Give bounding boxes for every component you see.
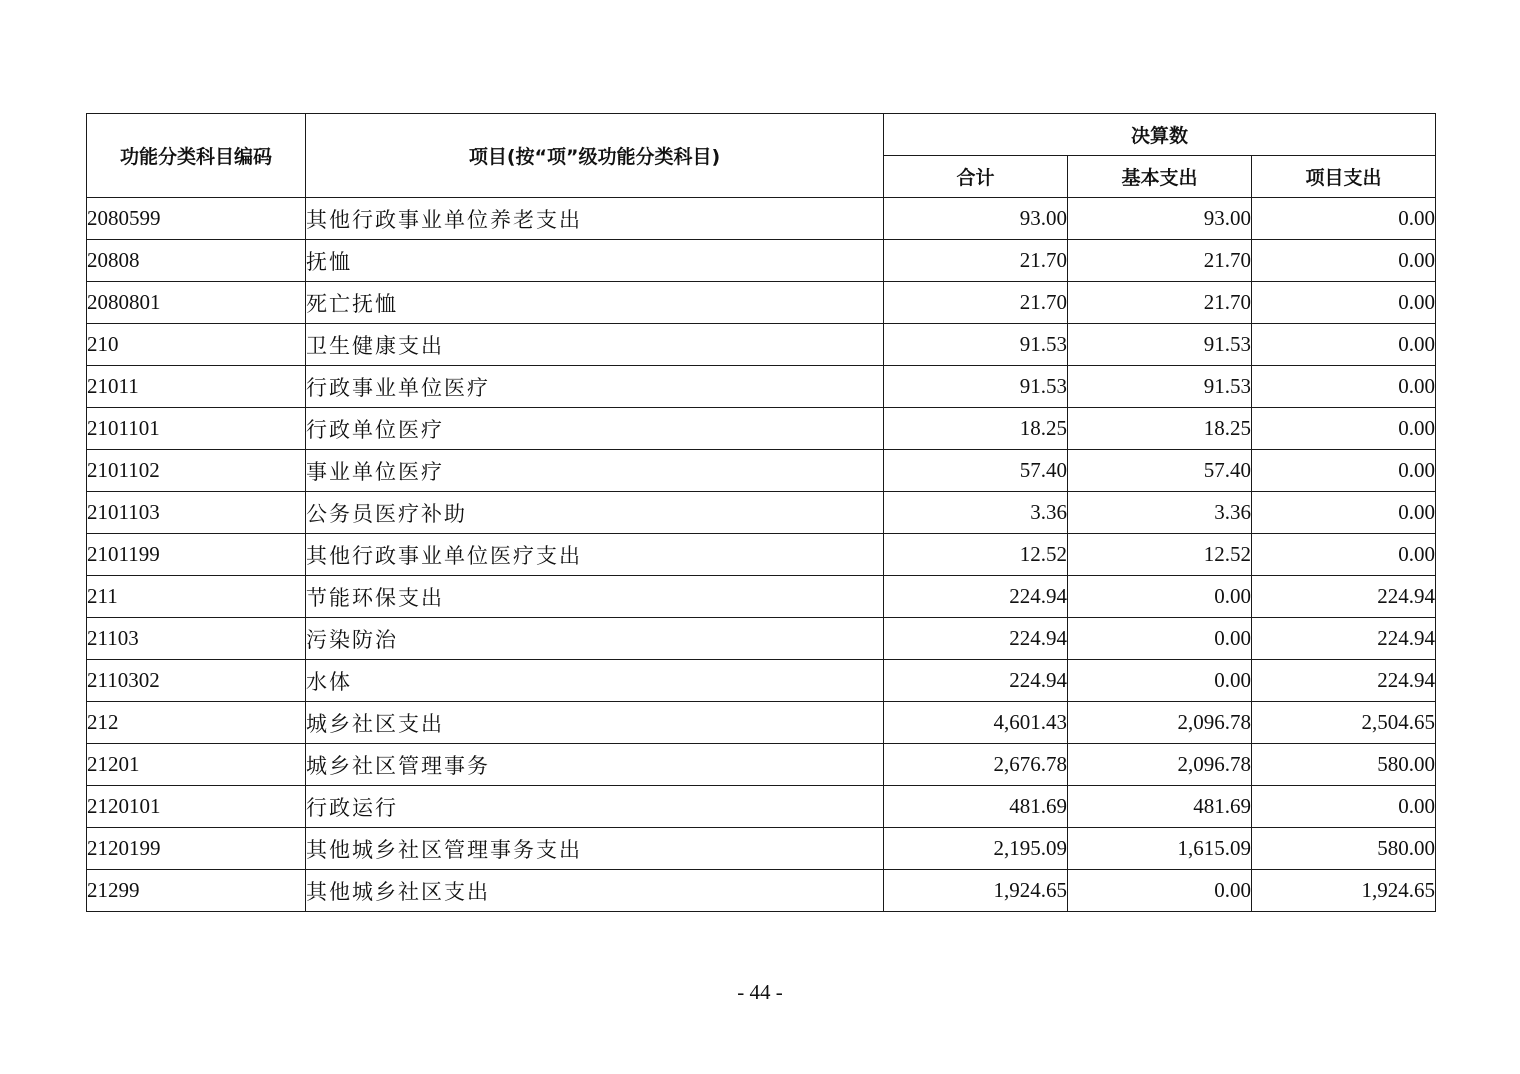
row-project: 0.00: [1252, 534, 1436, 576]
row-total: 224.94: [884, 618, 1068, 660]
row-project: 0.00: [1252, 366, 1436, 408]
table-row: [87, 618, 1436, 660]
row-code: 2080599: [87, 198, 306, 240]
row-basic: 91.53: [1068, 366, 1252, 408]
row-basic: 0.00: [1068, 618, 1252, 660]
row-project: 0.00: [1252, 786, 1436, 828]
table-row: [87, 828, 1436, 870]
row-code: 21103: [87, 618, 306, 660]
table-row: [87, 492, 1436, 534]
row-total: 57.40: [884, 450, 1068, 492]
row-basic: 0.00: [1068, 660, 1252, 702]
row-total: 18.25: [884, 408, 1068, 450]
table-row: [87, 786, 1436, 828]
table-row: [87, 660, 1436, 702]
row-total: 91.53: [884, 324, 1068, 366]
row-total: 481.69: [884, 786, 1068, 828]
row-basic: 3.36: [1068, 492, 1252, 534]
row-total: 21.70: [884, 240, 1068, 282]
row-basic: 481.69: [1068, 786, 1252, 828]
row-total: 91.53: [884, 366, 1068, 408]
row-project: 0.00: [1252, 324, 1436, 366]
row-item-name: 水体: [306, 660, 884, 702]
row-item-name: 抚恤: [306, 240, 884, 282]
table-row: [87, 534, 1436, 576]
row-project: 580.00: [1252, 828, 1436, 870]
table-row: [87, 282, 1436, 324]
row-project: 0.00: [1252, 240, 1436, 282]
row-project: 224.94: [1252, 618, 1436, 660]
table-row: [87, 702, 1436, 744]
row-project: 0.00: [1252, 450, 1436, 492]
row-total: 1,924.65: [884, 870, 1068, 912]
row-project: 2,504.65: [1252, 702, 1436, 744]
table-row: [87, 450, 1436, 492]
row-item-name: 其他城乡社区支出: [306, 870, 884, 912]
header-project: 项目支出: [1252, 156, 1436, 198]
table-row: [87, 744, 1436, 786]
row-item-name: 其他行政事业单位医疗支出: [306, 534, 884, 576]
row-item-name: 其他行政事业单位养老支出: [306, 198, 884, 240]
row-basic: 91.53: [1068, 324, 1252, 366]
row-project: 580.00: [1252, 744, 1436, 786]
row-basic: 0.00: [1068, 576, 1252, 618]
row-project: 0.00: [1252, 198, 1436, 240]
row-total: 224.94: [884, 660, 1068, 702]
row-code: 2101102: [87, 450, 306, 492]
table-row: [87, 576, 1436, 618]
row-code: 2120101: [87, 786, 306, 828]
row-item-name: 事业单位医疗: [306, 450, 884, 492]
table-row: [87, 324, 1436, 366]
row-code: 20808: [87, 240, 306, 282]
row-total: 2,195.09: [884, 828, 1068, 870]
row-code: 2110302: [87, 660, 306, 702]
row-code: 2101199: [87, 534, 306, 576]
row-code: 21011: [87, 366, 306, 408]
row-basic: 57.40: [1068, 450, 1252, 492]
row-basic: 21.70: [1068, 240, 1252, 282]
row-project: 0.00: [1252, 492, 1436, 534]
table-body: [87, 198, 1436, 912]
row-project: 1,924.65: [1252, 870, 1436, 912]
header-code: 功能分类科目编码: [87, 114, 306, 198]
row-item-name: 卫生健康支出: [306, 324, 884, 366]
row-item-name: 行政事业单位医疗: [306, 366, 884, 408]
row-item-name: 城乡社区管理事务: [306, 744, 884, 786]
row-item-name: 行政运行: [306, 786, 884, 828]
row-basic: 1,615.09: [1068, 828, 1252, 870]
row-code: 21299: [87, 870, 306, 912]
row-basic: 93.00: [1068, 198, 1252, 240]
table-header: [87, 114, 1436, 198]
row-item-name: 死亡抚恤: [306, 282, 884, 324]
row-basic: 0.00: [1068, 870, 1252, 912]
row-code: 2101101: [87, 408, 306, 450]
row-item-name: 节能环保支出: [306, 576, 884, 618]
row-basic: 12.52: [1068, 534, 1252, 576]
row-total: 93.00: [884, 198, 1068, 240]
page-number: - 44 -: [737, 980, 783, 1004]
table-row: [87, 870, 1436, 912]
table-row: [87, 198, 1436, 240]
row-code: 212: [87, 702, 306, 744]
row-total: 2,676.78: [884, 744, 1068, 786]
row-project: 224.94: [1252, 660, 1436, 702]
row-item-name: 污染防治: [306, 618, 884, 660]
row-item-name: 城乡社区支出: [306, 702, 884, 744]
row-basic: 2,096.78: [1068, 702, 1252, 744]
row-project: 0.00: [1252, 282, 1436, 324]
row-code: 211: [87, 576, 306, 618]
row-total: 12.52: [884, 534, 1068, 576]
row-total: 4,601.43: [884, 702, 1068, 744]
header-total: 合计: [884, 156, 1068, 198]
row-item-name: 公务员医疗补助: [306, 492, 884, 534]
row-code: 2101103: [87, 492, 306, 534]
table-row: [87, 408, 1436, 450]
header-basic: 基本支出: [1068, 156, 1252, 198]
row-basic: 18.25: [1068, 408, 1252, 450]
row-project: 0.00: [1252, 408, 1436, 450]
row-total: 21.70: [884, 282, 1068, 324]
row-total: 3.36: [884, 492, 1068, 534]
row-code: 2080801: [87, 282, 306, 324]
row-basic: 2,096.78: [1068, 744, 1252, 786]
header-item: 项目(按“项”级功能分类科目): [306, 114, 884, 198]
row-basic: 21.70: [1068, 282, 1252, 324]
table-row: [87, 366, 1436, 408]
table-row: [87, 240, 1436, 282]
row-item-name: 行政单位医疗: [306, 408, 884, 450]
row-code: 210: [87, 324, 306, 366]
header-final-accounts: 决算数: [884, 114, 1436, 156]
budget-table: [86, 113, 1436, 912]
row-item-name: 其他城乡社区管理事务支出: [306, 828, 884, 870]
row-code: 21201: [87, 744, 306, 786]
row-project: 224.94: [1252, 576, 1436, 618]
row-code: 2120199: [87, 828, 306, 870]
row-total: 224.94: [884, 576, 1068, 618]
